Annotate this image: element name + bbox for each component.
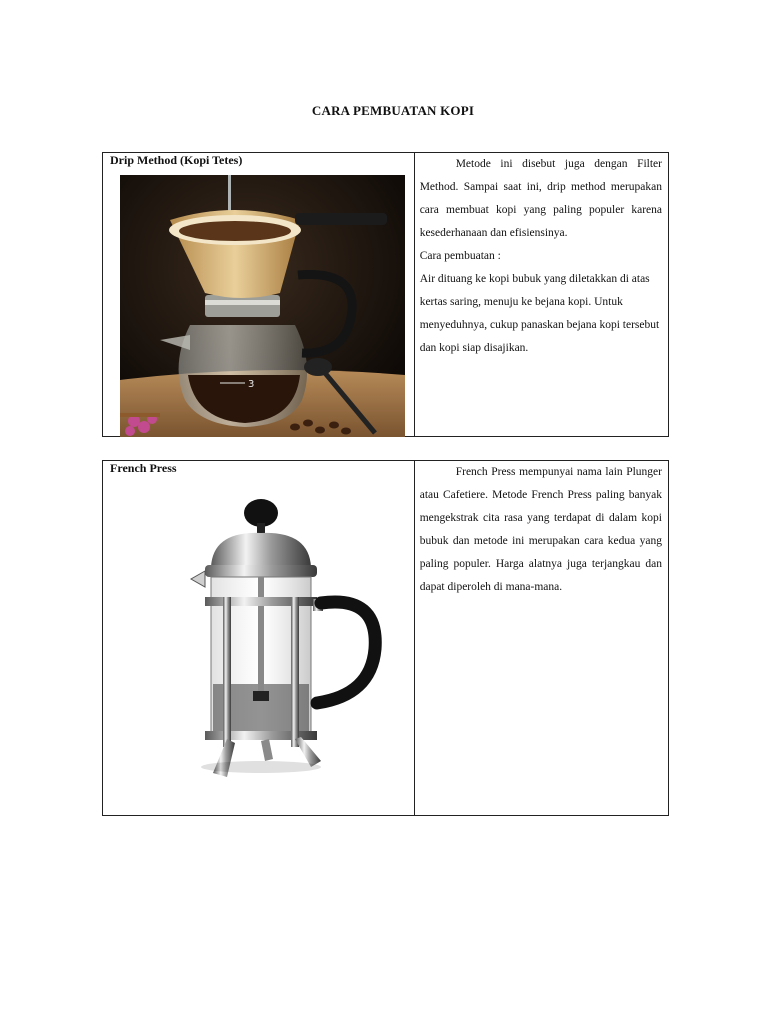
french-press-image-cell — [103, 461, 415, 816]
drip-method-name: Drip Method (Kopi Tetes) — [110, 153, 243, 167]
drip-method-table — [102, 152, 669, 437]
drip-paragraph-steps: Air dituang ke kopi bubuk yang diletakkan di atas kertas saring, menuju ke bejana kopi. Untuk menyeduhnya, cukup panaskan bejana kopi tersebut dan kopi siap disajikan. — [419, 273, 660, 354]
french-press-photo — [183, 499, 393, 784]
drip-method-description — [415, 153, 668, 360]
french-press-table — [102, 460, 669, 816]
drip-coffee-photo — [120, 175, 405, 437]
drip-paragraph-intro: Metode ini disebut juga dengan Filter Method. Sampai saat ini, drip method merupakan cara membuat kopi yang paling populer karena kesederhanaan dan efisiensinya. — [419, 158, 662, 239]
french-press-description — [415, 461, 668, 599]
document-title: CARA PEMBUATAN KOPI — [311, 103, 475, 118]
french-press-paragraph: French Press mempunyai nama lain Plunger atau Cafetiere. Metode French Press paling banyak mengekstrak cita rasa yang terdapat di dalam kopi bubuk dan metode ini merupakan cara kedua yang paling populer. Harga alatnya juga terjangkau dan dapat diperoleh di mana-mana. — [419, 466, 662, 593]
french-press-description-cell — [414, 461, 668, 816]
drip-method-description-cell — [414, 153, 668, 437]
pot-measure-label: 3 — [248, 379, 255, 390]
french-press-name: French Press — [110, 461, 177, 475]
drip-method-image-cell — [103, 153, 415, 437]
drip-paragraph-steps-heading: Cara pembuatan : — [419, 250, 501, 262]
